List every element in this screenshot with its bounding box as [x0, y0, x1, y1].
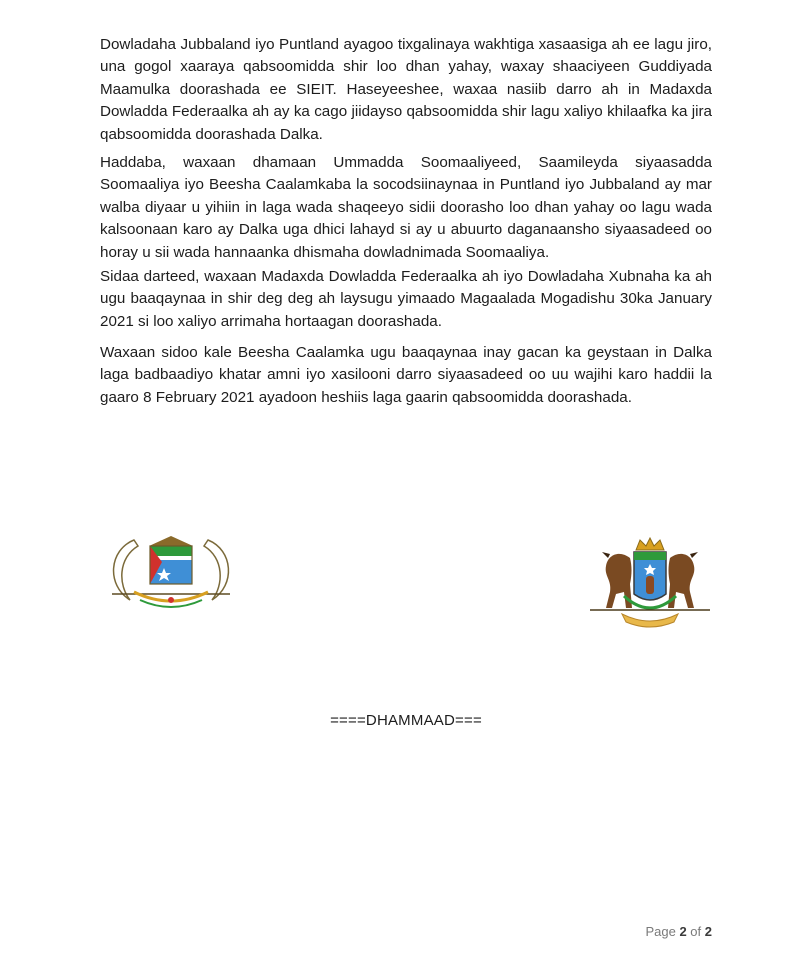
paragraph-3: Sidaa darteed, waxaan Madaxda Dowladda Federaalka ah iyo Dowladaha Xubnaha ka ah ugu baaqaynaa in shir deg deg ah laysugu yimaado Magaalada Mogadishu 30ka January 2021 si loo xaliyo arrimaha hortaagan doorashada.: [100, 268, 712, 330]
current-page-number: 2: [679, 924, 687, 939]
document-end-mark: ====DHAMMAAD===: [330, 712, 482, 729]
total-pages-number: 2: [704, 924, 712, 939]
page-label: Page: [645, 924, 676, 939]
paragraph-2: Haddaba, waxaan dhamaan Ummadda Soomaaliyeed, Saamileyda siyaasadda Soomaaliya iyo Beesha Caalamkaba la socodsiinaynaa in Puntland iyo Jubbaland ay mar walba diyaar u yihiin in laga wada shaqeeyo sidii doorasho loo dhan yahay oo lagu wada kalsoonaan karo ay Dalka uga dhici lahayd si ay u abuurto daganaansho siyaasadeed oo horay u sii wada hannaanka dhismaha dowladnimada Soomaaliya.: [100, 154, 712, 261]
page-number-footer: [645, 924, 712, 939]
puntland-emblem-icon: [584, 536, 716, 630]
paragraph-4: Waxaan sidoo kale Beesha Caalamka ugu baaqaynaa inay gacan ka geystaan in Dalka laga badbaadiyo khatar amni iyo xasilooni darro siyaasadeed oo uu wajihi karo haddii la gaaro 8 February 2021 ayadoon heshiis laga gaarin qabsoomidda doorashada.: [100, 344, 712, 406]
jubbaland-emblem-icon: [104, 530, 238, 612]
paragraph-1: Dowladaha Jubbaland iyo Puntland ayagoo tixgalinaya wakhtiga xasaasiga ah ee lagu jiro, una gogol xaaraya qabsoomidda shir loo dhan yahay, waxay shaaciyeen Guddiyada Maamulka doorashada ee SIEIT. Haseyeeshee, waxaa nasiib darro ah in Madaxda Dowladda Federaalka ah ay ka cago jiidayso qabsoomidda shir lagu xaliyo khilaafka ka jira qabsoomidda doorashada Dalka.: [100, 36, 712, 143]
of-label: of: [690, 924, 702, 939]
